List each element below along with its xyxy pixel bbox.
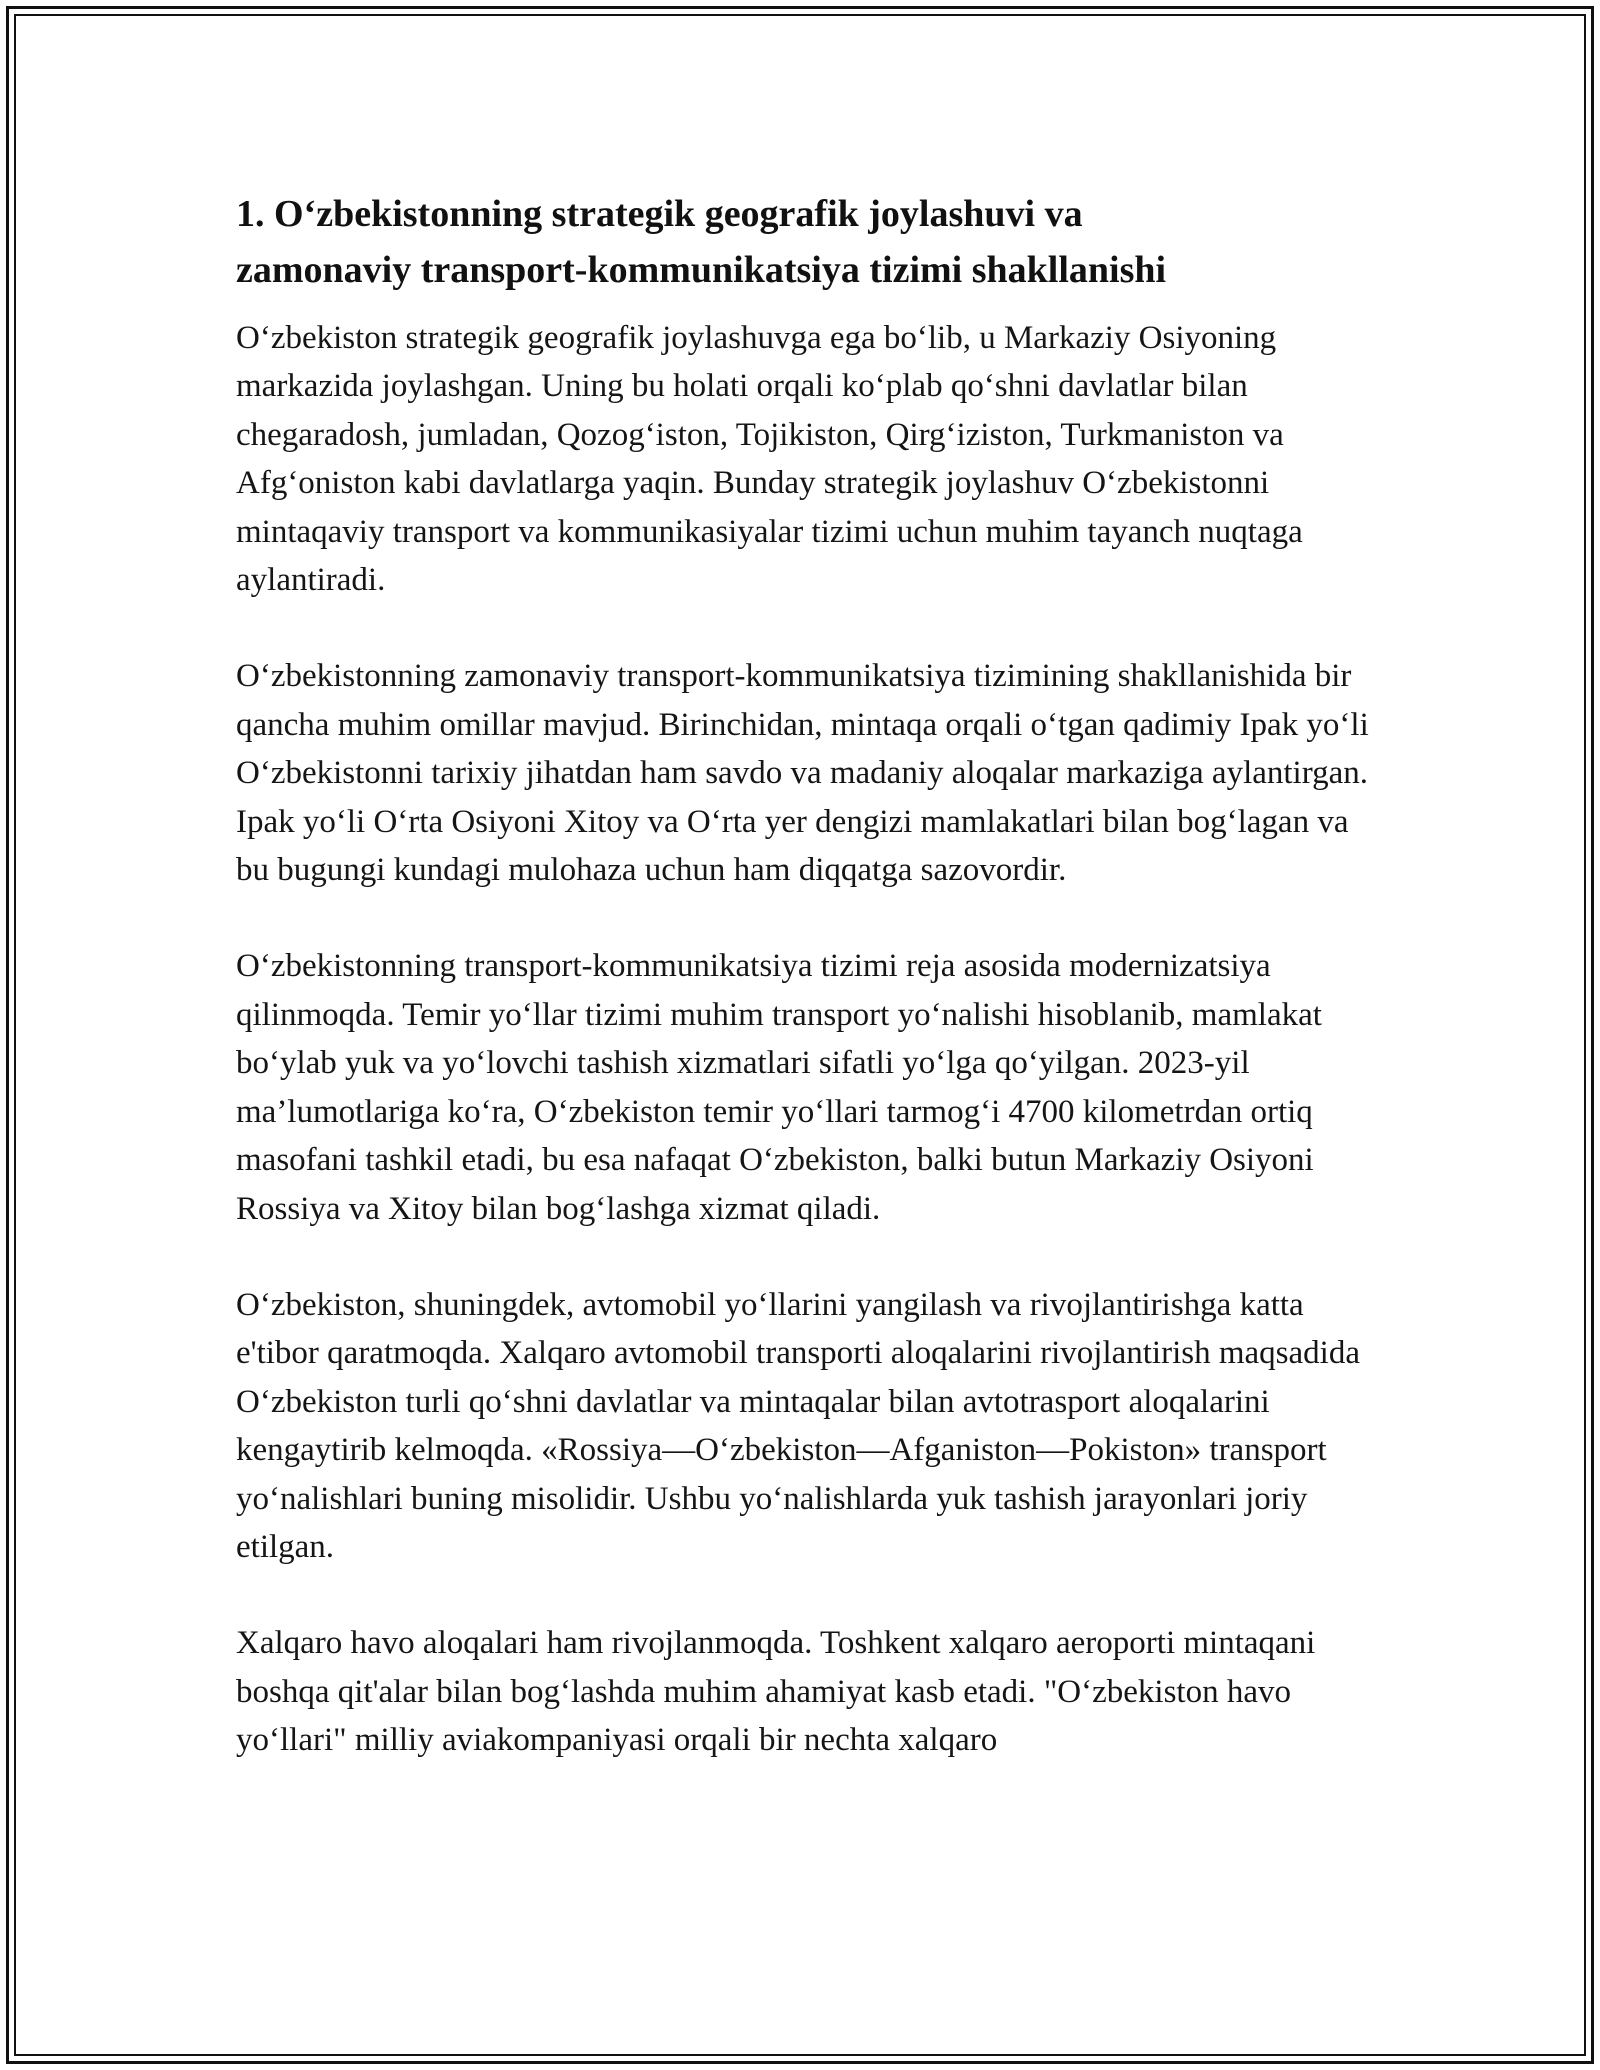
- section-heading: [236, 186, 1386, 298]
- document-body: [236, 186, 1386, 1813]
- section-heading-line-2: zamonaviy transport-kommunikatsiya tizimi shakllanishi: [236, 249, 1167, 291]
- paragraph-air-transport: Xalqaro havo aloqalari ham rivojlanmoqda. Toshkent xalqaro aeroporti mintaqani boshqa qit'alar bilan bog‘lashda muhim ahamiyat kasb etadi. "O‘zbekiston havo yo‘llari" milliy aviakompaniyasi orqali bir nechta xalqaro: [236, 1625, 1316, 1759]
- paragraph-railways: O‘zbekistonning transport-kommunikatsiya tizimi reja asosida modernizatsiya qilinmoqda. Temir yo‘llar tizimi muhim transport yo‘nalishi hisoblanib, mamlakat bo‘ylab yuk va yo‘lovchi tashish xizmatlari sifatli yo‘lga qo‘yilgan. 2023-yil ma’lumotlariga ko‘ra, O‘zbekiston temir yo‘llari tarmog‘i 4700 kilometrdan ortiq masofani tashkil etadi, bu esa nafaqat O‘zbekiston, balki butun Markaziy Osiyoni Rossiya va Xitoy bilan bog‘lashga xizmat qiladi.: [236, 948, 1322, 1227]
- section-heading-line-1: 1. O‘zbekistonning strategik geografik joylashuvi va: [236, 193, 1083, 235]
- paragraph-silk-road: O‘zbekistonning zamonaviy transport-kommunikatsiya tizimining shakllanishida bir qancha muhim omillar mavjud. Birinchidan, mintaqa orqali o‘tgan qadimiy Ipak yo‘li O‘zbekistonni tarixiy jihatdan ham savdo va madaniy aloqalar markaziga aylantirgan. Ipak yo‘li O‘rta Osiyoni Xitoy va O‘rta yer dengizi mamlakatlari bilan bog‘lagan va bu bugungi kundagi mulohaza uchun ham diqqatga sazovordir.: [236, 658, 1369, 889]
- paragraph-roads: O‘zbekiston, shuningdek, avtomobil yo‘llarini yangilash va rivojlantirishga katta e'tibor qaratmoqda. Xalqaro avtomobil transporti aloqalarini rivojlantirish maqsadida O‘zbekiston turli qo‘shni davlatlar va mintaqalar bilan avtotrasport aloqalarini kengaytirib kelmoqda. «Rossiya—O‘zbekiston—Afganiston—Pokiston» transport yo‘nalishlari buning misolidir. Ushbu yo‘nalishlarda yuk tashish jarayonlari joriy etilgan.: [236, 1286, 1360, 1565]
- paragraph-geographic-location: O‘zbekiston strategik geografik joylashuvga ega bo‘lib, u Markaziy Osiyoning markazida joylashgan. Uning bu holati orqali ko‘plab qo‘shni davlatlar bilan chegaradosh, jumladan, Qozog‘iston, Tojikiston, Qirg‘iziston, Turkmaniston va Afg‘oniston kabi davlatlarga yaqin. Bunday strategik joylashuv O‘zbekistonni mintaqaviy transport va kommunikasiyalar tizimi uchun muhim tayanch nuqtaga aylantiradi.: [236, 320, 1303, 599]
